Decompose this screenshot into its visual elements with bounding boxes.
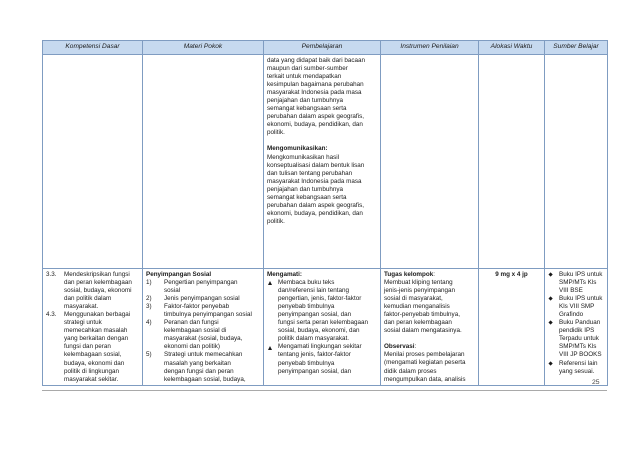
- table-row: [43, 269, 608, 386]
- text-line: faktor-penyebab timbulnya,: [384, 310, 460, 318]
- text-line: yang berkaitan dengan: [64, 335, 129, 343]
- header-instrumen-penilaian: Instrumen Penilaian: [381, 41, 479, 55]
- cell-instrumen-1: [381, 55, 479, 269]
- list-item: [146, 295, 260, 303]
- list-item: [548, 295, 604, 319]
- tugas-kelompok-heading: Tugas kelompok: [384, 270, 434, 278]
- list-item: [267, 279, 377, 344]
- instrumen-heading-line: [384, 271, 475, 279]
- text-line: timbulnya penyimpangan sosial: [164, 310, 252, 318]
- text-line: masyarakat.: [64, 302, 99, 310]
- text-line: VIII BSE: [559, 286, 583, 294]
- text-line: tentang jenis, faktor-faktor: [278, 351, 351, 359]
- diamond-bullet-icon: [548, 321, 553, 326]
- cell-kompetensi-dasar: [43, 269, 143, 386]
- text-line: mengumpulkan data, analisis: [384, 375, 466, 383]
- text-line: Mengkomunikasikan hasil: [267, 153, 340, 161]
- text-line: ekonomi dan politik): [164, 343, 221, 351]
- text-line: terkait untuk mendapatkan: [267, 72, 342, 80]
- list-item: [548, 360, 604, 376]
- text-line: kemudian menganalisis: [384, 302, 450, 310]
- item-number: 4.3.: [46, 310, 57, 318]
- text-line: Buku IPS untuk: [559, 294, 603, 302]
- text-line: semangat kebangsaan serta: [267, 105, 347, 113]
- cell-pembelajaran-1: [264, 55, 381, 269]
- header-pembelajaran: Pembelajaran: [264, 41, 381, 55]
- materi-heading: Penyimpangan Sosial: [146, 270, 212, 278]
- text-line: politik.: [267, 129, 285, 137]
- text-line: dengan fungsi dan peran: [164, 367, 234, 375]
- item-number: 4): [146, 319, 152, 327]
- diamond-bullet-icon: [548, 361, 553, 366]
- text-line: fungsi dan peran: [64, 343, 111, 351]
- text-line: dan tulisan tentang perubahan: [267, 169, 353, 177]
- text-line: Menggunakan berbagai: [64, 310, 131, 318]
- item-number: 5): [146, 351, 152, 359]
- text-line: strategi untuk: [64, 319, 102, 327]
- text-line: jenis-jenis penyimpangan: [384, 286, 456, 294]
- text-line: data yang didapat baik dari bacaan: [267, 56, 366, 64]
- list-item: [548, 319, 604, 359]
- item-number: 3): [146, 302, 152, 310]
- syllabus-table: [42, 40, 608, 386]
- text-line: yang sesuai.: [559, 367, 595, 375]
- text-line: sosial dalam mengatasinya.: [384, 327, 462, 335]
- text-line: kelembagaan sosial, budaya,: [164, 375, 246, 383]
- text-line: Membaca buku teks: [278, 278, 335, 286]
- instrumen-heading-line: [384, 343, 475, 351]
- text-line: kelembagaan sosial di: [164, 327, 227, 335]
- text-line: SMP/MTs Kls: [559, 343, 597, 351]
- text-line: Jenis penyimpangan sosial: [164, 294, 240, 302]
- header-kompetensi-dasar: Kompetensi Dasar: [43, 41, 143, 55]
- list-item: [146, 303, 260, 319]
- text-line: dan/referensi lain tentang: [278, 286, 350, 294]
- diamond-bullet-icon: [548, 272, 553, 277]
- text-line: penjajahan dan tumbuhnya: [267, 96, 343, 104]
- list-item: [267, 343, 377, 375]
- text-line: Faktor-faktor penyebab: [164, 302, 230, 310]
- text-line: pendidik IPS: [559, 327, 595, 335]
- text-line: kelembagaan sosial,: [64, 351, 122, 359]
- heading-colon: :: [433, 270, 435, 278]
- text-line: Terpadu untuk: [559, 335, 599, 343]
- text-line: semangat kebangsaan serta: [267, 194, 347, 201]
- text-line: penjajahan dan tumbuhnya: [267, 185, 343, 193]
- section-heading: Mengomunikasikan:: [267, 145, 328, 153]
- item-number: 1): [146, 278, 152, 286]
- text-line: Buku Panduan: [559, 319, 601, 327]
- text-line: Membuat kliping tentang: [384, 278, 453, 286]
- text-line: SMP/MTs Kls: [559, 278, 597, 286]
- list-item: [46, 271, 139, 311]
- text-line: masyarakat sekitar.: [64, 375, 119, 383]
- text-line: Mengamati lingkungan sekitar: [278, 343, 362, 351]
- text-line: dan politik dalam: [64, 294, 112, 302]
- text-line: politik dalam masyarakat.: [278, 335, 350, 343]
- text-line: VIII JP BOOKS: [559, 351, 602, 359]
- text-line: Peranan dan fungsi: [164, 319, 219, 327]
- header-alokasi-waktu: Alokasi Waktu: [479, 41, 545, 55]
- text-line: pengertian, jenis, faktor-faktor: [278, 294, 362, 302]
- observasi-heading: Observasi: [384, 343, 415, 351]
- footer-divider: [42, 390, 607, 391]
- page-number: 25: [592, 379, 600, 386]
- text-line: sosial: [164, 286, 181, 294]
- list-item: [146, 279, 260, 295]
- text-line: politik di lingkungan: [64, 367, 119, 375]
- text-line: fungsi serta peran kelembagaan: [278, 319, 368, 327]
- cell-materi-pokok: [143, 269, 264, 386]
- text-line: penyimpangan sosial, dan: [278, 367, 352, 375]
- list-item: [146, 319, 260, 351]
- alokasi-value: 9 mg x 4 jp: [495, 270, 528, 278]
- text-line: (mengamati kegiatan peserta: [384, 359, 466, 367]
- text-line: memecahkan masalah: [64, 327, 128, 335]
- item-number: 3.3.: [46, 270, 57, 278]
- text-line: Grafindo: [559, 310, 584, 318]
- text-line: konseptualisasi dalam bentuk lisan: [267, 161, 365, 169]
- text-line: dan peran kelembagaan: [384, 319, 452, 327]
- cell-sumber-belajar: [545, 269, 608, 386]
- cell-alokasi-waktu: [479, 269, 545, 386]
- cell-alokasi-1: [479, 55, 545, 269]
- triangle-bullet-icon: [268, 346, 272, 350]
- text-line: Referensi lain: [559, 359, 598, 367]
- text-line: perubahan dalam aspek geografis,: [267, 113, 364, 121]
- text-line: masalah yang berkaitan: [164, 359, 231, 367]
- text-line: maupun dari sumber-sumber: [267, 64, 348, 72]
- text-line: penyebab timbulnya: [278, 359, 335, 367]
- header-materi-pokok: Materi Pokok: [143, 41, 264, 55]
- text-line: Buku IPS untuk: [559, 270, 603, 278]
- text-line: masyarakat Indonesia pada masa: [267, 88, 362, 96]
- text-line: Kls VIII SMP: [559, 302, 595, 310]
- text-line: masyarakat (sosial, budaya,: [164, 335, 243, 343]
- cell-pembelajaran: [264, 269, 381, 386]
- cell-kd-1: [43, 55, 143, 269]
- triangle-bullet-icon: [268, 281, 272, 285]
- pembelajaran-heading: Mengamati:: [267, 270, 302, 278]
- list-item: [146, 351, 260, 383]
- cell-sumber-1: [545, 55, 608, 269]
- text-line: penyebab timbulnya: [278, 302, 335, 310]
- text-line: dan peran kelembagaan: [64, 278, 132, 286]
- text-line: Strategi untuk memecahkan: [164, 351, 243, 359]
- text-line: penyimpangan sosial, dan: [278, 310, 352, 318]
- text-line: sosial, budaya, ekonomi: [64, 286, 132, 294]
- text-line: masyarakat Indonesia pada masa: [267, 177, 362, 185]
- cell-instrumen-penilaian: [381, 269, 479, 386]
- table-row: [43, 55, 608, 269]
- text-line: Pengertian penyimpangan: [164, 278, 238, 286]
- text-line: Menilai proses pembelajaran: [384, 351, 465, 359]
- text-line: didik dalam proses: [384, 367, 437, 375]
- text-line: politik.: [267, 218, 285, 226]
- heading-colon: :: [414, 343, 417, 351]
- text-line: budaya, ekonomi dan: [64, 359, 125, 367]
- text-line: sosial di masyarakat,: [384, 294, 443, 302]
- cell-materi-1: [143, 55, 264, 269]
- text-line: perubahan dalam aspek geografis,: [267, 202, 364, 210]
- table-header-row: [43, 41, 608, 55]
- text-line: sosial, budaya, ekonomi, dan: [278, 327, 360, 335]
- header-sumber-belajar: Sumber Belajar: [545, 41, 608, 55]
- diamond-bullet-icon: [548, 296, 553, 301]
- list-item: [548, 271, 604, 295]
- text-line: kesimpulan bagaimana perubahan: [267, 80, 364, 88]
- text-line: ekonomi, budaya, pendidikan, dan: [267, 210, 363, 218]
- item-number: 2): [146, 294, 152, 302]
- text-line: ekonomi, budaya, pendidikan, dan: [267, 121, 363, 129]
- list-item: [46, 311, 139, 384]
- text-line: Mendeskripsikan fungsi: [64, 270, 130, 278]
